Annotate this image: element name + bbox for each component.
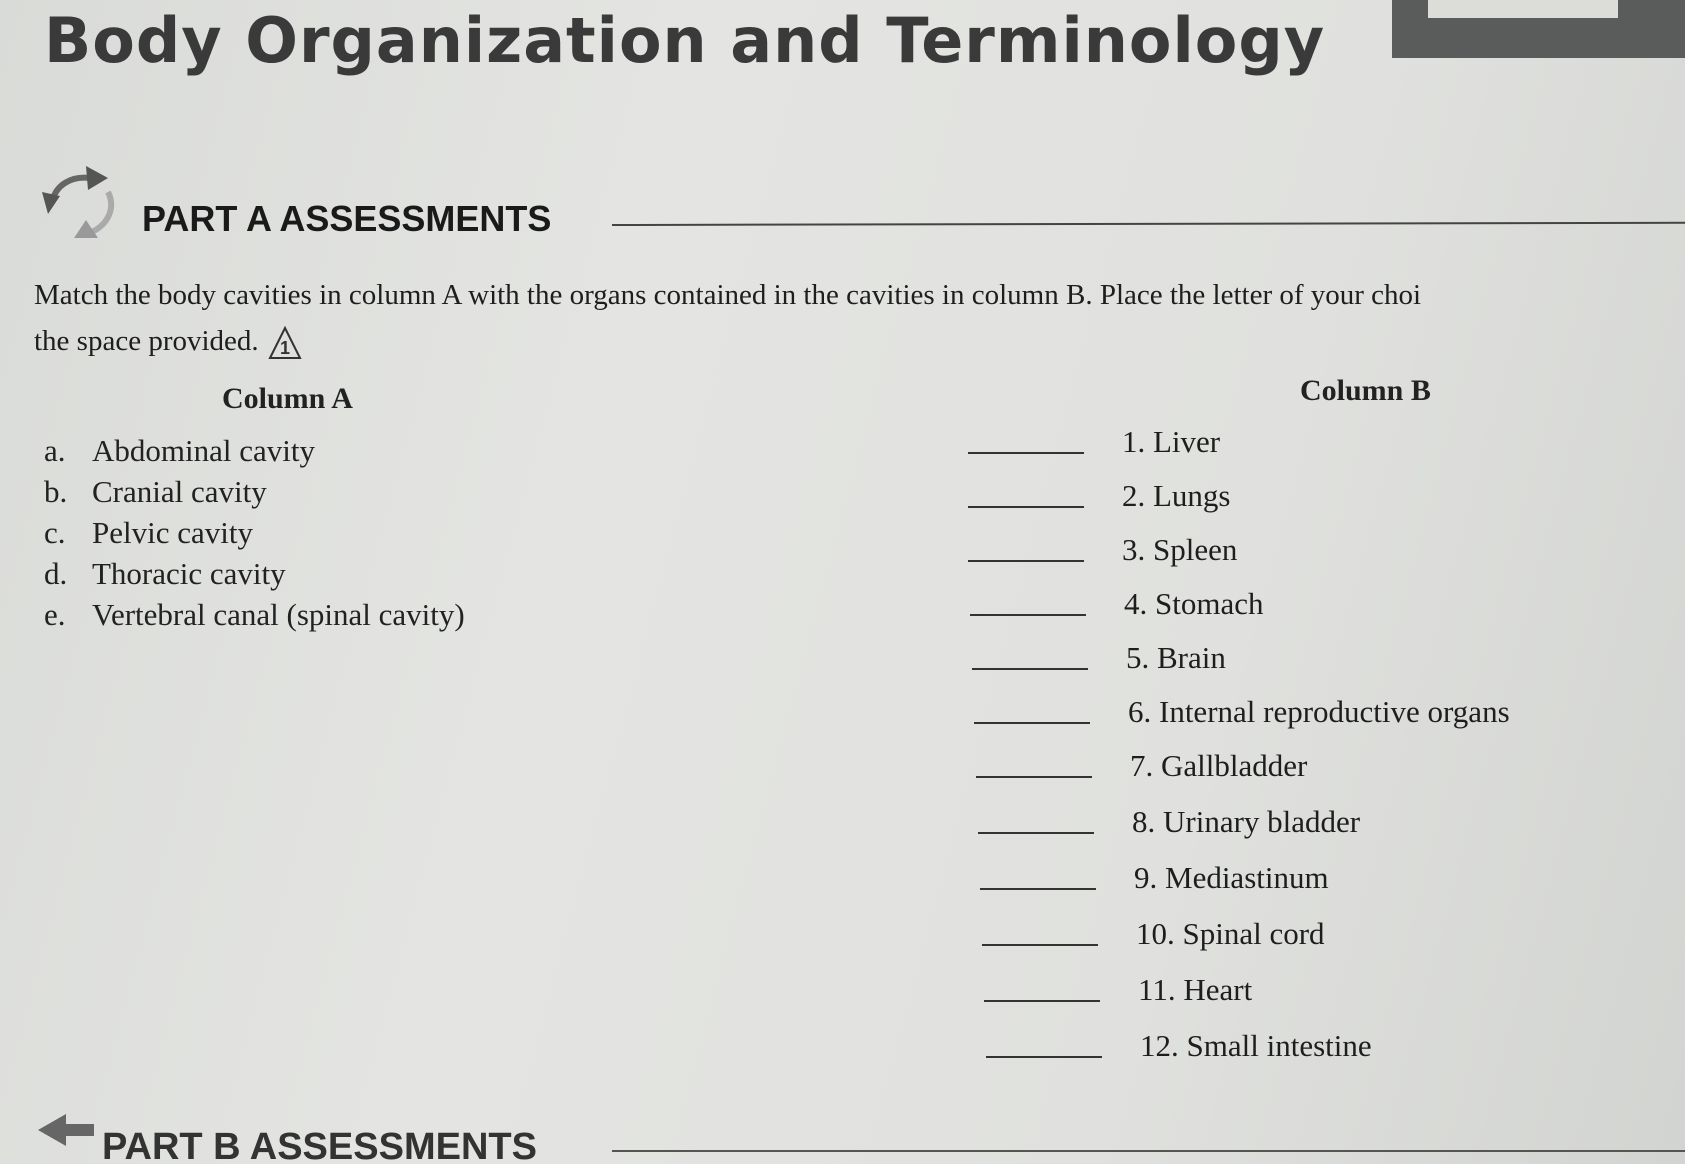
item-label: Lungs xyxy=(1153,478,1231,513)
list-item xyxy=(44,594,465,635)
list-item xyxy=(968,478,1231,514)
item-number: 6. xyxy=(1128,694,1152,729)
list-item xyxy=(44,512,465,553)
warning-label: 1 xyxy=(279,338,290,359)
item-label: Mediastinum xyxy=(1165,860,1329,895)
answer-blank[interactable] xyxy=(976,776,1092,778)
item-label: Gallbladder xyxy=(1161,748,1308,783)
list-item xyxy=(978,804,1360,840)
list-item xyxy=(976,748,1307,784)
answer-blank[interactable] xyxy=(978,832,1094,834)
item-label: Internal reproductive organs xyxy=(1159,694,1510,729)
item-letter: b. xyxy=(44,474,68,509)
item-number: 2. xyxy=(1122,478,1146,513)
item-label: Stomach xyxy=(1155,586,1264,621)
item-number: 12. xyxy=(1140,1028,1179,1063)
column-b-header: Column B xyxy=(1300,374,1431,407)
item-number: 10. xyxy=(1136,916,1175,951)
instructions xyxy=(34,272,1674,364)
item-number: 8. xyxy=(1132,804,1156,839)
list-item xyxy=(968,424,1220,460)
answer-blank[interactable] xyxy=(980,888,1096,890)
list-item xyxy=(980,860,1329,896)
item-label: Small intestine xyxy=(1186,1028,1372,1063)
list-item xyxy=(974,694,1510,730)
answer-blank[interactable] xyxy=(968,452,1084,454)
part-a-heading: PART A ASSESSMENTS xyxy=(142,198,552,239)
list-item xyxy=(982,916,1325,952)
item-label: Liver xyxy=(1153,424,1221,459)
item-number: 11. xyxy=(1138,972,1176,1007)
item-label: Abdominal cavity xyxy=(92,433,315,468)
part-b-heading: PART B ASSESSMENTS xyxy=(102,1126,537,1164)
corner-tab xyxy=(1392,0,1685,58)
instructions-line-1: Match the body cavities in column A with the organs contained in the cavities in column B. Place the letter of your choi xyxy=(34,279,1422,311)
list-item xyxy=(970,586,1264,622)
instructions-line-2-text: the space provided. xyxy=(34,325,259,357)
item-letter: c. xyxy=(44,515,66,550)
heading-rule xyxy=(612,1150,1685,1152)
item-label: Brain xyxy=(1157,640,1226,675)
item-label: Spinal cord xyxy=(1182,916,1325,951)
answer-blank[interactable] xyxy=(974,722,1090,724)
item-number: 3. xyxy=(1122,532,1146,567)
list-item xyxy=(44,553,465,594)
recycle-arrows-icon xyxy=(38,162,122,242)
column-a-header: Column A xyxy=(222,382,353,415)
answer-blank[interactable] xyxy=(986,1056,1102,1058)
item-letter: d. xyxy=(44,556,68,591)
item-number: 4. xyxy=(1124,586,1148,621)
item-number: 5. xyxy=(1126,640,1150,675)
answer-blank[interactable] xyxy=(972,668,1088,670)
list-item xyxy=(986,1028,1372,1064)
numbered-triangle-icon xyxy=(267,325,303,361)
heading-rule xyxy=(612,222,1685,226)
list-item xyxy=(972,640,1226,676)
answer-blank[interactable] xyxy=(982,944,1098,946)
answer-blank[interactable] xyxy=(968,506,1084,508)
item-label: Thoracic cavity xyxy=(92,556,286,591)
item-label: Cranial cavity xyxy=(92,474,267,509)
item-number: 1. xyxy=(1122,424,1146,459)
list-item xyxy=(44,471,465,512)
recycle-arrow-icon xyxy=(38,1108,102,1152)
list-item xyxy=(44,430,465,471)
answer-blank[interactable] xyxy=(968,560,1084,562)
item-label: Vertebral canal (spinal cavity) xyxy=(92,597,465,632)
item-number: 9. xyxy=(1134,860,1158,895)
answer-blank[interactable] xyxy=(970,614,1086,616)
item-label: Pelvic cavity xyxy=(92,515,253,550)
item-label: Urinary bladder xyxy=(1163,804,1361,839)
item-letter: e. xyxy=(44,597,66,632)
column-a-list xyxy=(44,430,465,635)
instructions-line-2 xyxy=(34,318,1674,364)
answer-blank[interactable] xyxy=(984,1000,1100,1002)
list-item xyxy=(984,972,1252,1008)
item-label: Heart xyxy=(1183,972,1253,1007)
item-label: Spleen xyxy=(1153,532,1238,567)
list-item xyxy=(968,532,1237,568)
page-title: Body Organization and Terminology xyxy=(44,4,1326,77)
item-number: 7. xyxy=(1130,748,1154,783)
item-letter: a. xyxy=(44,433,66,468)
